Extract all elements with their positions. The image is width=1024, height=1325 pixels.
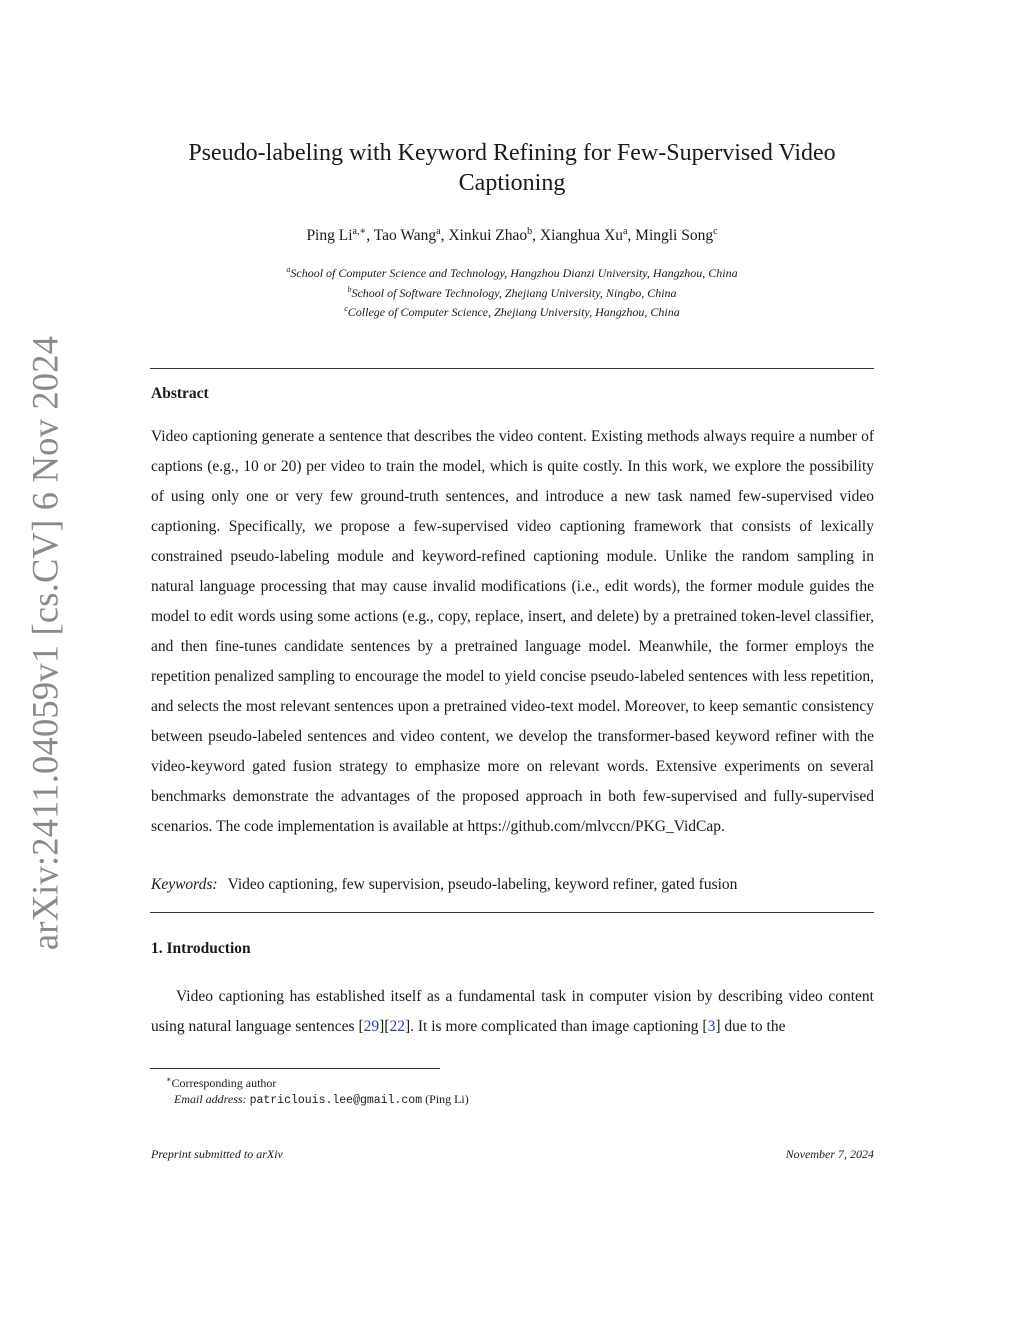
affiliation: $^b$School of Software Technology, Zhejiang University, Ningbo, China: [347, 284, 677, 300]
author-sup: a: [622, 226, 628, 237]
author-sup: a: [436, 226, 441, 237]
keywords-text: Video captioning, few supervision, pseudo-labeling, keyword refiner, gated fusion: [227, 876, 738, 893]
citation-link[interactable]: 22: [389, 1018, 405, 1035]
introduction-paragraph: Video captioning has established itself as a fundamental task in computer vision by describing video content using natural language sentences [29][22]. It is more complicated than image captioning [3] due to the: [151, 988, 874, 1035]
author-name: Tao Wang: [373, 227, 437, 245]
arxiv-id: arXiv:2411.04059v1 [cs.CV] 6 Nov 2024: [24, 335, 66, 950]
keywords-label: Keywords:: [151, 876, 218, 893]
affiliation: $^a$School of Computer Science and Technology, Hangzhou Dianzi University, Hangzhou, China: [286, 265, 738, 280]
footnote: [166, 1072, 469, 1109]
abstract-text: Video captioning generate a sentence that describes the video content. Existing methods always require a number of captions (e.g., 10 or 20) per video to train the model, which is quite costly. In this work, we explore the possibility of using only one or very few ground-truth sentences, and introduce a new task named few-supervised video captioning. Specifically, we propose a few-supervised video captioning framework that consists of lexically constrained pseudo-labeling module and keyword-refined captioning module. Unlike the random sampling in natural language processing that may cause invalid modifications (i.e., edit words), the former module guides the model to edit words using some actions (e.g., copy, replace, insert, and delete) by a pretrained token-level classifier, and then fine-tunes candidate sentences by a pretrained language model. Meanwhile, the former employs the repetition penalized sampling to encourage the model to yield concise pseudo-labeled sentences with less repetition, and selects the most relevant sentences upon a pretrained video-text model. Moreover, to keep semantic consistency between pseudo-labeled sentences and video content, we develop the transformer-based keyword refiner with the video-keyword gated fusion strategy to emphasize more on relevant words. Extensive experiments on several benchmarks demonstrate the advantages of the proposed approach in both few-supervised and fully-supervised scenarios. The code implementation is available at https://github.com/mlvccn/PKG_VidCap.: [151, 428, 874, 835]
abstract-bottom-rule: [150, 912, 874, 913]
author-list: Ping $Li^{a,∗}$, Tao Wang$^a$, Xinkui Zhao$^b$, Xianghua Xu$^a$, Mingli Song$^c$: [306, 226, 718, 245]
affiliation: $^c$College of Computer Science, Zhejiang University, Hangzhou, China: [344, 304, 680, 319]
email-line: Email address: patriclouis.lee@gmail.com (Ping Li): [174, 1092, 469, 1107]
footer-preprint-note: Preprint submitted to arXiv: [151, 1147, 283, 1161]
corresponding-author-note: ∗Corresponding author: [166, 1075, 277, 1090]
section-heading-introduction: 1. Introduction: [151, 940, 251, 957]
author-name: Ping Li: [306, 227, 353, 245]
author-name: Xinkui Zhao: [448, 227, 528, 245]
footer-date: November 7, 2024: [785, 1147, 874, 1161]
affiliation-list: [150, 262, 874, 321]
arxiv-sidebar-stamp: [20, 335, 70, 950]
author-sup: b: [527, 226, 533, 237]
author-name: Xianghua Xu: [539, 227, 623, 245]
citation-link[interactable]: 29: [363, 1018, 380, 1035]
author-name: Mingli Song: [635, 227, 714, 245]
paper-title: Pseudo-labeling with Keyword Refining for Few-Supervised Video Captioning: [188, 140, 836, 196]
footnote-rule: [150, 1068, 440, 1069]
author-sup: c: [713, 226, 718, 237]
email-address[interactable]: patriclouis.lee@gmail.com: [249, 1094, 423, 1107]
keywords-line: [151, 876, 874, 894]
abstract-heading: Abstract: [151, 385, 209, 402]
author-sup: a,∗: [352, 226, 367, 237]
abstract-top-rule: [150, 368, 874, 369]
citation-link[interactable]: 3: [707, 1018, 716, 1035]
